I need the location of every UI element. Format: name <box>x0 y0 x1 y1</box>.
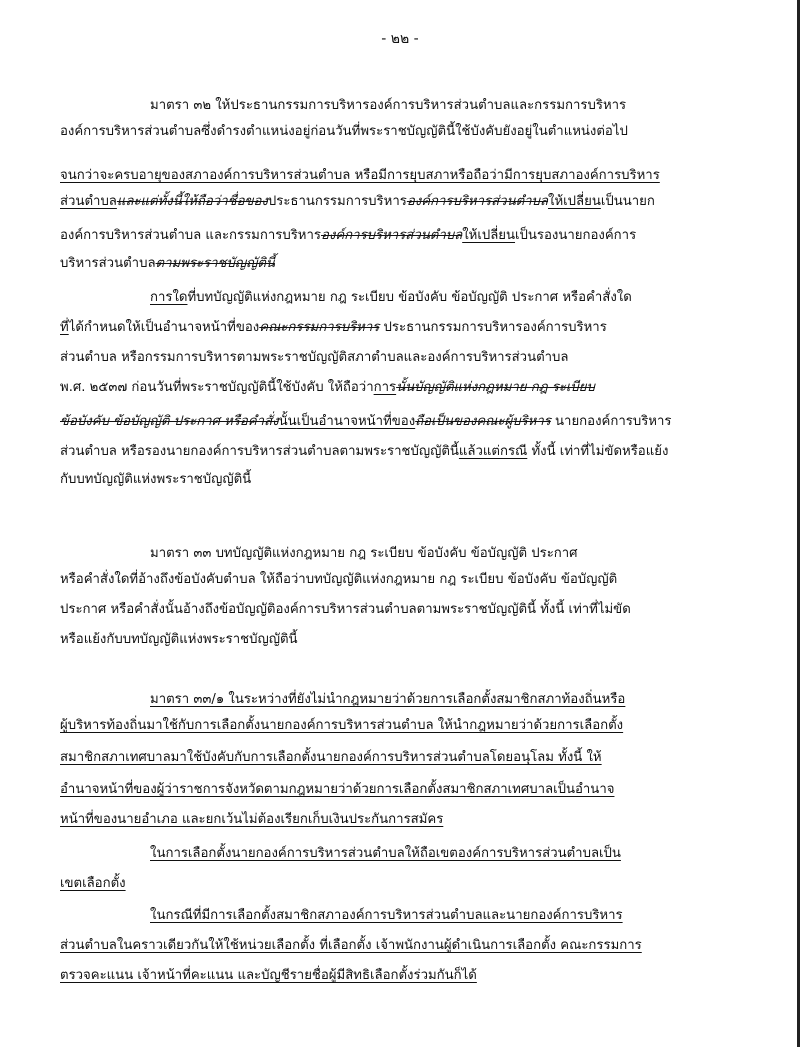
inserted-text: ให้เปลี่ยน <box>462 228 516 243</box>
text-segment: ทั้งนี้ เท่าที่ไม่ขัดหรือแย้ง <box>527 444 669 459</box>
section-33-line-4: หรือแย้งกับบทบัญญัติแห่งพระราชบัญญัตินี้ <box>60 632 298 647</box>
section-32-line-4 <box>60 192 655 212</box>
text-segment: นายกองค์การบริหาร <box>550 414 672 429</box>
inserted-text: ให้เปลี่ยน <box>548 194 601 209</box>
inserted-text: นั้น <box>278 414 297 429</box>
section-32-line-5 <box>60 226 636 246</box>
section-33-1-line-3: สมาชิกสภาเทศบาลมาใช้บังคับกับการเลือกตั้งนายกองค์การบริหารส่วนตำบลโดยอนุโลม ทั้งนี้ ให้ <box>60 750 602 765</box>
section-32-p2-line-5 <box>60 412 671 432</box>
text-segment: ประธานกรรมการบริหาร <box>267 194 407 209</box>
text-segment: บริหารส่วนตำบล <box>60 256 156 271</box>
section-32-p2-line-1 <box>150 288 632 308</box>
section-33-1-line-2: ผู้บริหารท้องถิ่นมาใช้กับการเลือกตั้งนายกองค์การบริหารส่วนตำบล ให้นำกฎหมายว่าด้วยการเลือกตั้ง <box>60 718 624 733</box>
section-33-line-3: ประกาศ หรือคำสั่งนั้นอ้างถึงข้อบัญญัติองค์การบริหารส่วนตำบลตามพระราชบัญญัตินี้ ทั้งนี้ เท่าที่ไม่ขัด <box>60 602 631 617</box>
section-33-1-p2-line-2: เขตเลือกตั้ง <box>60 876 126 891</box>
section-33-1-p2-line-1: ในการเลือกตั้งนายกองค์การบริหารส่วนตำบลให้ถือเขตองค์การบริหารส่วนตำบลเป็น <box>150 846 621 861</box>
section-33-1-p3-line-1: ในกรณีที่มีการเลือกตั้งสมาชิกสภาองค์การบริหารส่วนตำบลและนายกองค์การบริหาร <box>150 908 623 923</box>
section-32-p2-line-7: กับบทบัญญัติแห่งพระราชบัญญัตินี้ <box>60 472 252 487</box>
section-32-line-2: องค์การบริหารส่วนตำบลซึ่งดำรงตำแหน่งอยู่ก่อนวันที่พระราชบัญญัตินี้ใช้บังคับยังอยู่ในตำแหน่งต่อไป <box>60 124 628 139</box>
inserted-text: ที่ <box>60 320 69 335</box>
section-33-1-line-4: อำนาจหน้าที่ของผู้ว่าราชการจังหวัดตามกฎหมายว่าด้วยการเลือกตั้งสมาชิกสภาเทศบาลเป็นอำนาจ <box>60 782 615 797</box>
text-segment: ที่บทบัญญัติแห่งกฎหมาย กฎ ระเบียบ ข้อบังคับ ข้อบัญญัติ ประกาศ หรือคำสั่งใด <box>187 290 632 305</box>
section-32-p2-line-4 <box>60 378 595 398</box>
struck-text: คณะกรรมการบริหาร <box>259 320 380 335</box>
text-segment: องค์การบริหารส่วนตำบล และกรรมการบริหาร <box>60 228 321 243</box>
struck-text: ตามพระราชบัญญัตินี้ <box>155 256 275 271</box>
struck-text: นั้นบัญญัติแห่งกฎหมาย กฎ ระเบียบ <box>396 380 595 395</box>
section-32-p2-line-6 <box>60 442 668 462</box>
section-33-line-1: มาตรา ๓๓ บทบัญญัติแห่งกฎหมาย กฎ ระเบียบ ข้อบังคับ ข้อบัญญัติ ประกาศ <box>150 546 578 561</box>
text-segment: ประธานกรรมการบริหารองค์การบริหาร <box>379 320 607 335</box>
section-33-1-p3-line-2: ส่วนตำบลในคราวเดียวกันให้ใช้หน่วยเลือกตั้ง ที่เลือกตั้ง เจ้าพนักงานผู้ดำเนินการเลือกตั้ง คณะกรรมการ <box>60 938 642 953</box>
inserted-text: แล้วแต่กรณี <box>458 444 528 459</box>
section-33-1-p3-line-3: ตรวจคะแนน เจ้าหน้าที่คะแนน และบัญชีรายชื่อผู้มีสิทธิเลือกตั้งร่วมกันก็ได้ <box>60 968 477 983</box>
inserted-text: เป็นอำนาจหน้าที่ของ <box>296 414 416 429</box>
section-32-line-3: จนกว่าจะครบอายุของสภาองค์การบริหารส่วนตำบล หรือมีการยุบสภาหรือถือว่ามีการยุบสภาองค์การบริหาร <box>60 168 660 183</box>
struck-text: องค์การบริหารส่วนตำบล <box>406 194 549 209</box>
struck-text: องค์การบริหารส่วนตำบล <box>321 228 463 243</box>
section-33-line-2: หรือคำสั่งใดที่อ้างถึงข้อบังคับตำบล ให้ถือว่าบทบัญญัติแห่งกฎหมาย กฎ ระเบียบ ข้อบังคับ ข้อบัญญัติ <box>60 572 618 587</box>
struck-text: ถือเป็นของคณะผู้บริหาร <box>415 414 551 429</box>
text-segment: ส่วนตำบล <box>60 194 117 209</box>
section-32-line-1: มาตรา ๓๒ ให้ประธานกรรมการบริหารองค์การบริหารส่วนตำบลและกรรมการบริหาร <box>150 98 627 113</box>
section-32-p2-line-2 <box>60 318 607 338</box>
text-segment: เป็นนายก <box>600 194 655 209</box>
section-32-line-6 <box>60 254 275 274</box>
struck-text: ข้อบังคับ ข้อบัญญัติ ประกาศ หรือคำสั่ง <box>60 414 279 429</box>
inserted-text: การใด <box>150 290 188 305</box>
page-number: - ๒๒ - <box>381 31 419 47</box>
section-32-p2-line-3: ส่วนตำบล หรือกรรมการบริหารตามพระราชบัญญัติสภาตำบลและองค์การบริหารส่วนตำบล <box>60 350 569 365</box>
section-33-1-line-5: หน้าที่ของนายอำเภอ และยกเว้นไม่ต้องเรียกเก็บเงินประกันการสมัคร <box>60 812 444 827</box>
text-segment: เป็นรองนายกองค์การ <box>515 228 637 243</box>
text-segment: ส่วนตำบล หรือรองนายกองค์การบริหารส่วนตำบลตามพระราชบัญญัตินี้ <box>60 444 459 459</box>
inserted-text: การ <box>373 380 397 395</box>
text-segment: พ.ศ. ๒๕๓๗ ก่อนวันที่พระราชบัญญัตินี้ใช้บังคับ ให้ถือว่า <box>60 380 374 395</box>
section-33-1-line-1: มาตรา ๓๓/๑ ในระหว่างที่ยังไม่นำกฎหมายว่าด้วยการเลือกตั้งสมาชิกสภาท้องถิ่นหรือ <box>150 692 626 707</box>
text-segment: ได้กำหนดให้เป็นอำนาจหน้าที่ของ <box>68 320 260 335</box>
struck-text: และแต่ทั้งนี้ให้ถือว่าชื่อของ <box>116 194 268 209</box>
